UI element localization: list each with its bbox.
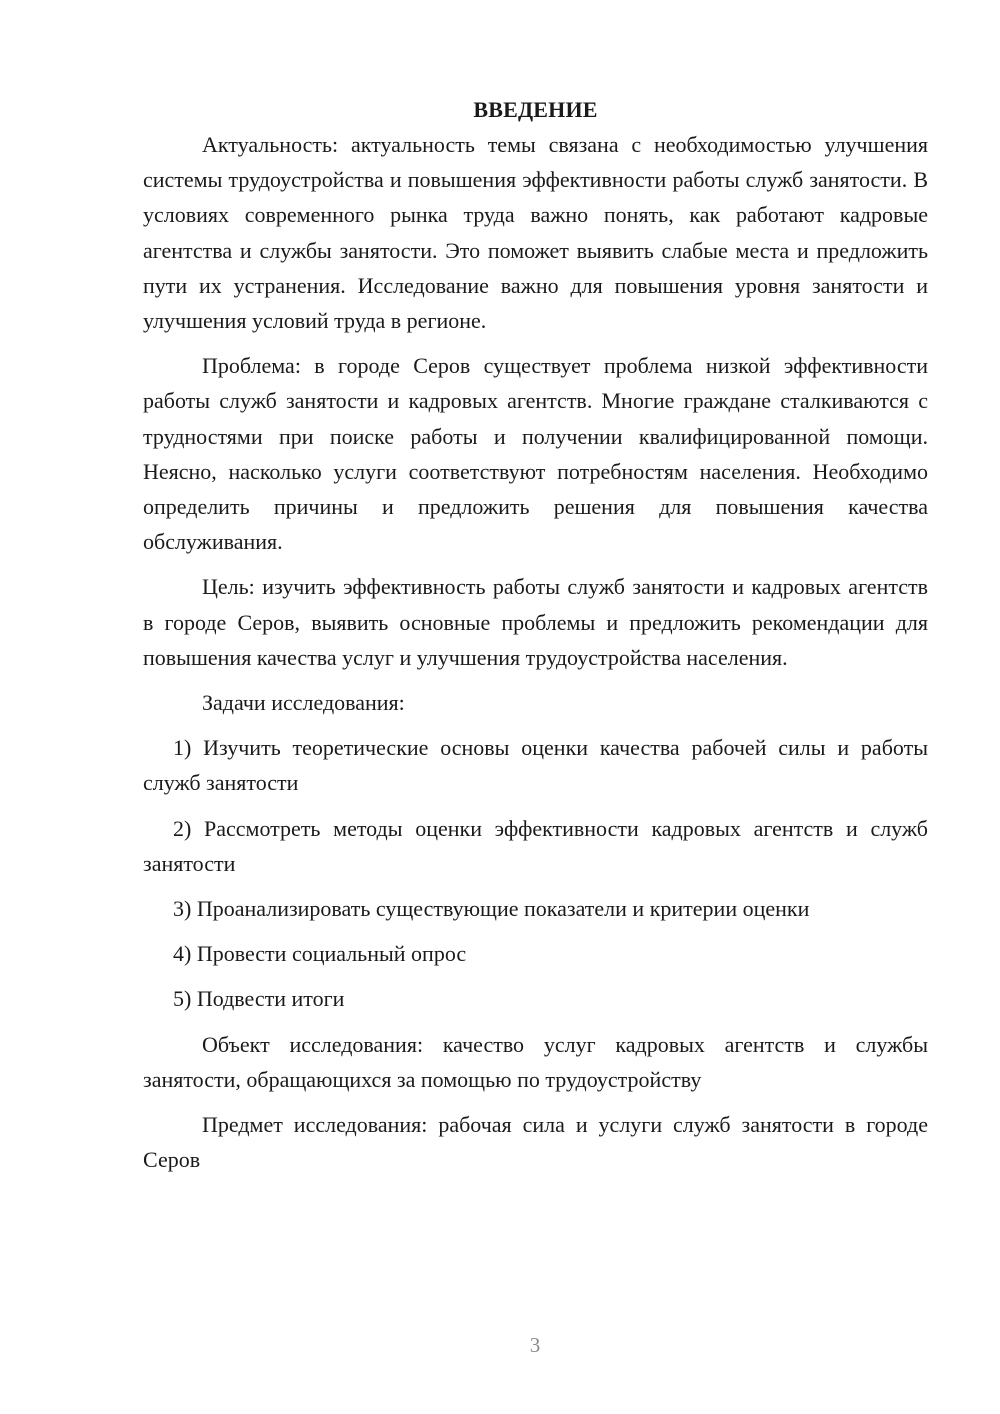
page-content bbox=[143, 92, 928, 1187]
paragraph-relevance: Актуальность: актуальность темы связана с необходимостью улучшения системы трудоустройства и повышения эффективности работы служб занятости. В условиях современного рынка труда важно понять, как работают кадровые агентства и службы занятости. Это поможет выявить слабые места и предложить пути их устранения. Исследование важно для повышения уровня занятости и улучшения условий труда в регионе. bbox=[143, 132, 928, 334]
paragraph-object: Объект исследования: качество услуг кадровых агентств и службы занятости, обращающихся за помощью по трудоустройству bbox=[143, 1031, 928, 1092]
task-item: 1) Изучить теоретические основы оценки качества рабочей силы и работы служб занятости bbox=[143, 735, 928, 796]
task-item: 2) Рассмотреть методы оценки эффективности кадровых агентств и служб занятости bbox=[143, 815, 928, 876]
page-number: 3 bbox=[529, 1333, 541, 1357]
task-item: 4) Провести социальный опрос bbox=[173, 941, 467, 967]
task-item: 3) Проанализировать существующие показатели и критерии оценки bbox=[173, 896, 810, 922]
paragraph-goal: Цель: изучить эффективность работы служб занятости и кадровых агентств в городе Серов, выявить основные проблемы и предложить рекомендации для повышения качества услуг и улучшения трудоустройства населения. bbox=[143, 574, 928, 670]
tasks-heading: Задачи исследования: bbox=[202, 690, 405, 716]
task-item: 5) Подвести итоги bbox=[173, 986, 345, 1012]
section-title: ВВЕДЕНИЕ bbox=[473, 97, 598, 122]
paragraph-problem: Проблема: в городе Серов существует проблема низкой эффективности работы служб занятости и кадровых агентств. Многие граждане сталкиваются с трудностями при поиске работы и получении квалифицированной помощи. Неясно, насколько услуги соответствуют потребностям населения. Необходимо определить причины и предложить решения для повышения качества обслуживания. bbox=[143, 353, 928, 555]
paragraph-subject: Предмет исследования: рабочая сила и услуги служб занятости в городе Серов bbox=[143, 1112, 928, 1173]
